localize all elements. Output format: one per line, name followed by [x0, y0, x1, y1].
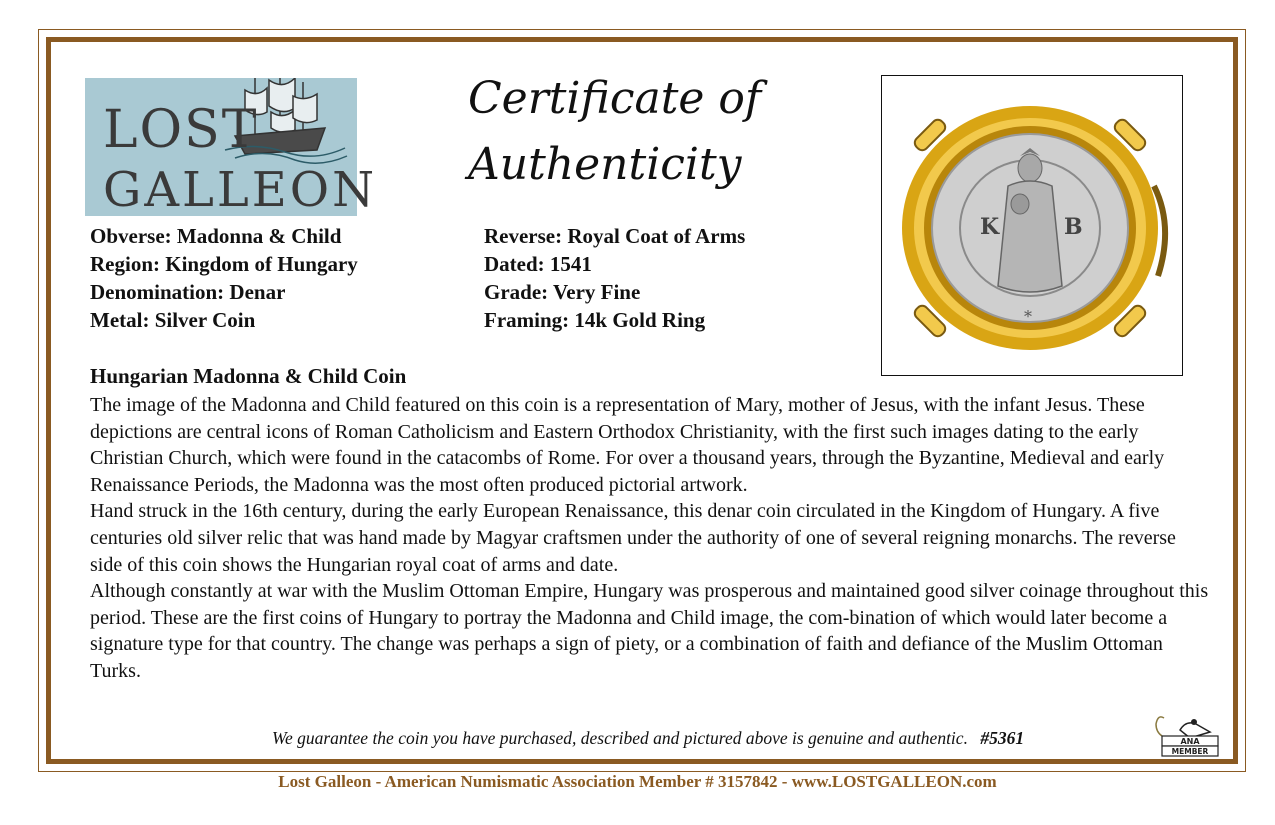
ring-illustration [882, 76, 1182, 375]
specs-left-column [90, 222, 358, 334]
certificate-title [468, 66, 808, 198]
specs-right-column [484, 222, 745, 334]
footer-line: Lost Galleon - American Numismatic Association Member # 3157842 - www.LOSTGALLEON.com [278, 772, 997, 791]
spec-grade: Grade: Very Fine [484, 280, 641, 304]
logo-word-lost: LOST [103, 100, 259, 160]
badge-top-text: ANA [1180, 737, 1200, 746]
spec-obverse: Obverse: Madonna & Child [90, 224, 342, 248]
spec-reverse: Reverse: Royal Coat of Arms [484, 224, 746, 248]
description-body [90, 392, 1210, 685]
title-line-2: Authenticity [468, 139, 742, 190]
description-heading: Hungarian Madonna & Child Coin [90, 364, 407, 388]
spec-framing: Framing: 14k Gold Ring [484, 308, 706, 332]
spec-region: Region: Kingdom of Hungary [90, 252, 358, 276]
spec-dated: Dated: 1541 [484, 252, 592, 276]
spec-denomination: Denomination: Denar [90, 280, 286, 304]
lost-galleon-logo [85, 78, 378, 218]
svg-text:*: * [1024, 307, 1032, 326]
ana-member-badge [1150, 710, 1222, 758]
spec-metal: Metal: Silver Coin [90, 308, 256, 332]
guarantee-statement [272, 728, 1024, 749]
description-paragraph: Although constantly at war with the Muslim Ottoman Empire, Hungary was prosperous and maintained good silver coinage throughout this period. These are the first coins of Hungary to portray the Madonna and Child image, the com-bination of which would later become a signature type for that country. The change was perhaps a sign of piety, or a combination of faith and defiance of the Muslim Ottoman Turks. [90, 580, 1209, 682]
coin-ring-photo [881, 75, 1183, 376]
badge-bottom-text: MEMBER [1171, 747, 1209, 756]
logo-word-galleon: GALLEON [103, 162, 378, 218]
coin-letter-left: K [980, 214, 1000, 240]
title-line-1: Certificate of [468, 73, 762, 124]
certificate-number: #5361 [980, 728, 1025, 748]
description-paragraph: The image of the Madonna and Child featured on this coin is a representation of Mary, mother of Jesus, with the infant Jesus. These depictions are central icons of Roman Catholicism and Eastern Orthodox Christianity, with the first such images dating to the early Christian Church, which were found in the catacombs of Rome. For over a thousand years, through the Byzantine, Medieval and early Renaissance Periods, the Madonna was the most often produced pictorial artwork. [90, 394, 1165, 496]
coin-letter-right: B [1064, 214, 1083, 240]
guarantee-text: We guarantee the coin you have purchased, described and pictured above is genuine and authentic. [272, 728, 968, 748]
description-paragraph: Hand struck in the 16th century, during the early European Renaissance, this denar coin circulated in the Kingdom of Hungary. A five centuries old silver relic that was hand made by Magyar craftsmen under the authority of one of several reigning monarchs. The reverse side of this coin shows the Hungarian royal coat of arms and date. [90, 500, 1176, 576]
